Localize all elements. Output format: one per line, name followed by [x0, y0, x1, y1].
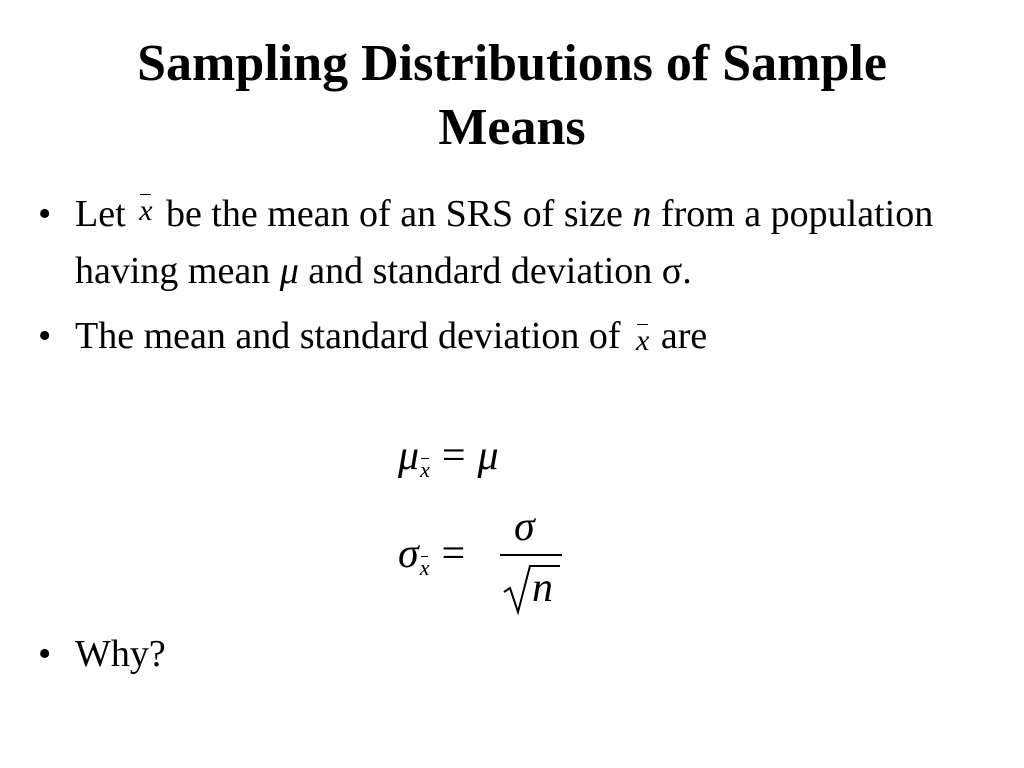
fraction-numerator-sigma: σ	[514, 504, 535, 550]
text-mean-of-srs: be the mean of an SRS of size	[165, 193, 623, 235]
n-symbol: n	[632, 193, 652, 235]
formula-sd-of-xbar	[398, 530, 477, 579]
x-bar-symbol: x	[139, 190, 152, 226]
text-let: Let	[75, 193, 126, 235]
x-bar-subscript: x	[419, 555, 430, 580]
text-are: are	[660, 315, 708, 357]
text-population-mean: from a population having mean	[75, 193, 934, 292]
mu-symbol: μ	[398, 433, 420, 479]
bullet-item-why	[38, 626, 166, 683]
mu-symbol: μ	[279, 250, 299, 292]
bullet-glyph: •	[38, 315, 52, 357]
text-why: Why?	[75, 633, 166, 675]
bullet-item-mean-sd	[38, 308, 998, 365]
fraction-bar	[500, 554, 562, 556]
x-bar-subscript: x	[420, 457, 430, 482]
text-standard-deviation: and standard deviation σ.	[308, 250, 692, 292]
bullet-glyph: •	[38, 193, 52, 235]
equals-sign: =	[441, 433, 466, 479]
text-mean-and-sd-of: The mean and standard deviation of	[75, 315, 621, 357]
x-bar-symbol: x	[636, 320, 649, 356]
bullet-item-definition	[38, 186, 998, 300]
formula-mean-of-xbar	[398, 432, 499, 481]
n-symbol: n	[532, 565, 553, 611]
equals-sign: =	[441, 531, 466, 577]
bullet-list	[38, 186, 998, 373]
bullet-glyph: •	[38, 633, 52, 675]
sigma-symbol: σ	[398, 531, 419, 577]
slide-title: Sampling Distributions of Sample Means	[137, 35, 887, 156]
mu-symbol: μ	[477, 433, 499, 479]
